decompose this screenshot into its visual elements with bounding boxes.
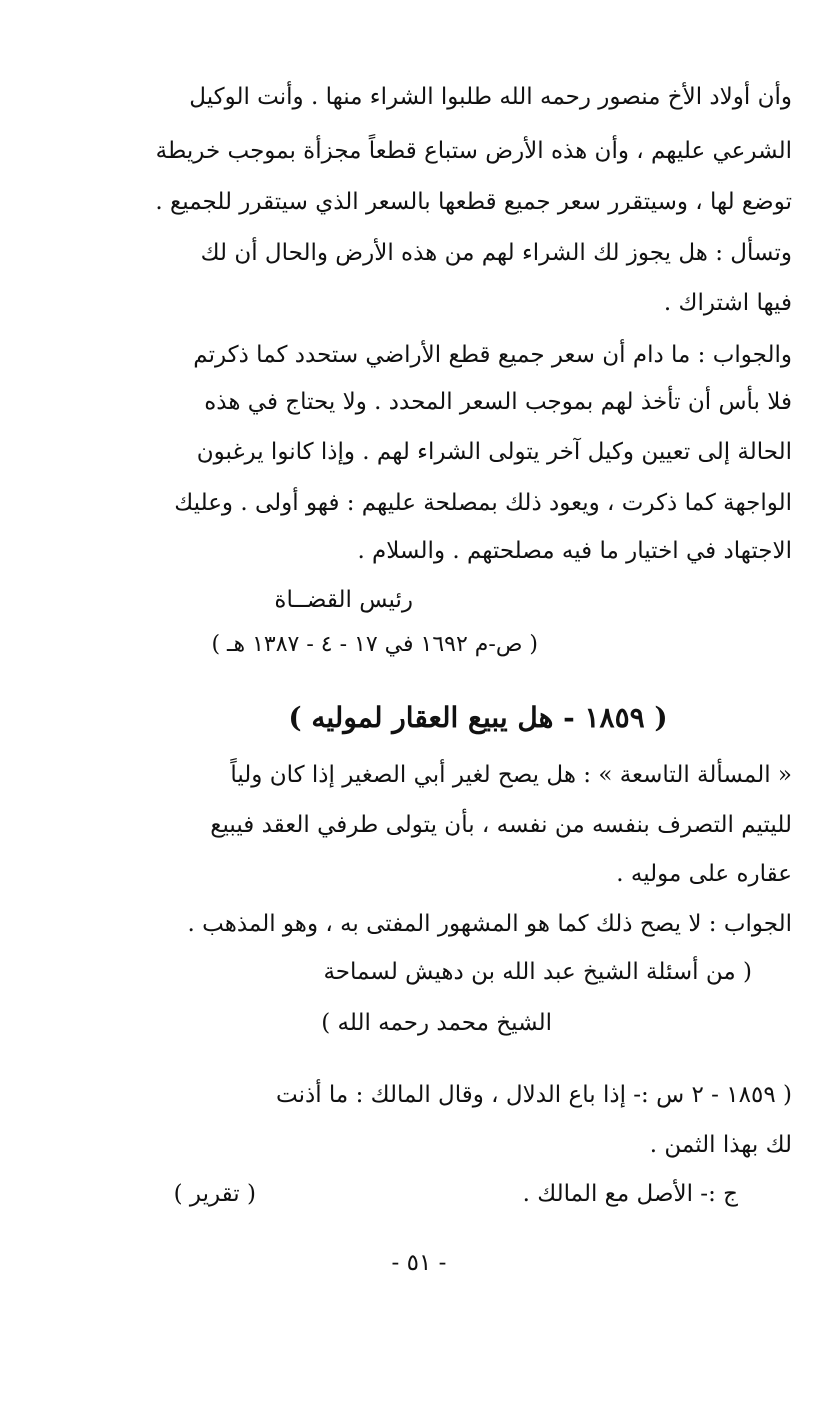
signature: رئيس القضــاة [274,587,413,613]
text-line: وأن أولاد الأخ منصور رحمه الله طلبوا الشراء منها . وأنت الوكيل [189,84,792,110]
text-line: ( من أسئلة الشيخ عبد الله بن دهيش لسماحة [323,959,752,985]
text-line: الحالة إلى تعيين وكيل آخر يتولى الشراء لهم . وإذا كانوا يرغبون [196,439,792,465]
section-heading: ( ١٨٥٩ - هل يبيع العقار لموليه ) [288,701,668,734]
text-line: لليتيم التصرف بنفسه من نفسه ، بأن يتولى طرفي العقد فيبيع [210,812,792,838]
text-line: الاجتهاد في اختيار ما فيه مصلحتهم . والسلام . [357,538,792,564]
text-line: الشرعي عليهم ، وأن هذه الأرض ستباع قطعاً مجزأة بموجب خريطة [155,138,792,164]
text-line: الشيخ محمد رحمه الله ) [321,1010,552,1036]
reference-note: ( ص-م ١٦٩٢ في ١٧ - ٤ - ١٣٨٧ هـ ) [211,632,538,657]
text-line: الجواب : لا يصح ذلك كما هو المشهور المفتى به ، وهو المذهب . [187,911,792,937]
text-line: وتسأل : هل يجوز لك الشراء لهم من هذه الأرض والحال أن لك [200,240,792,266]
page-number: - ٥١ - [391,1250,447,1276]
source-note: ( تقرير ) [173,1181,256,1207]
text-line: والجواب : ما دام أن سعر جميع قطع الأراضي ستحدد كما ذكرتم [193,342,792,368]
text-line: عقاره على موليه . [616,861,792,887]
text-line: لك بهذا الثمن . [649,1132,792,1158]
text-line: الواجهة كما ذكرت ، ويعود ذلك بمصلحة عليهم : فهو أولى . وعليك [174,490,792,516]
text-line: ( ١٨٥٩ - ٢ س :- إذا باع الدلال ، وقال المالك : ما أذنت [276,1082,792,1108]
text-line: ج :- الأصل مع المالك . [522,1181,738,1207]
text-line: فيها اشتراك . [663,290,792,316]
text-line: فلا بأس أن تأخذ لهم بموجب السعر المحدد . ولا يحتاج في هذه [204,389,792,415]
text-line: توضع لها ، وسيتقرر سعر جميع قطعها بالسعر الذي سيتقرر للجميع . [155,189,792,215]
text-line: « المسألة التاسعة » : هل يصح لغير أبي الصغير إذا كان ولياً [230,762,792,788]
